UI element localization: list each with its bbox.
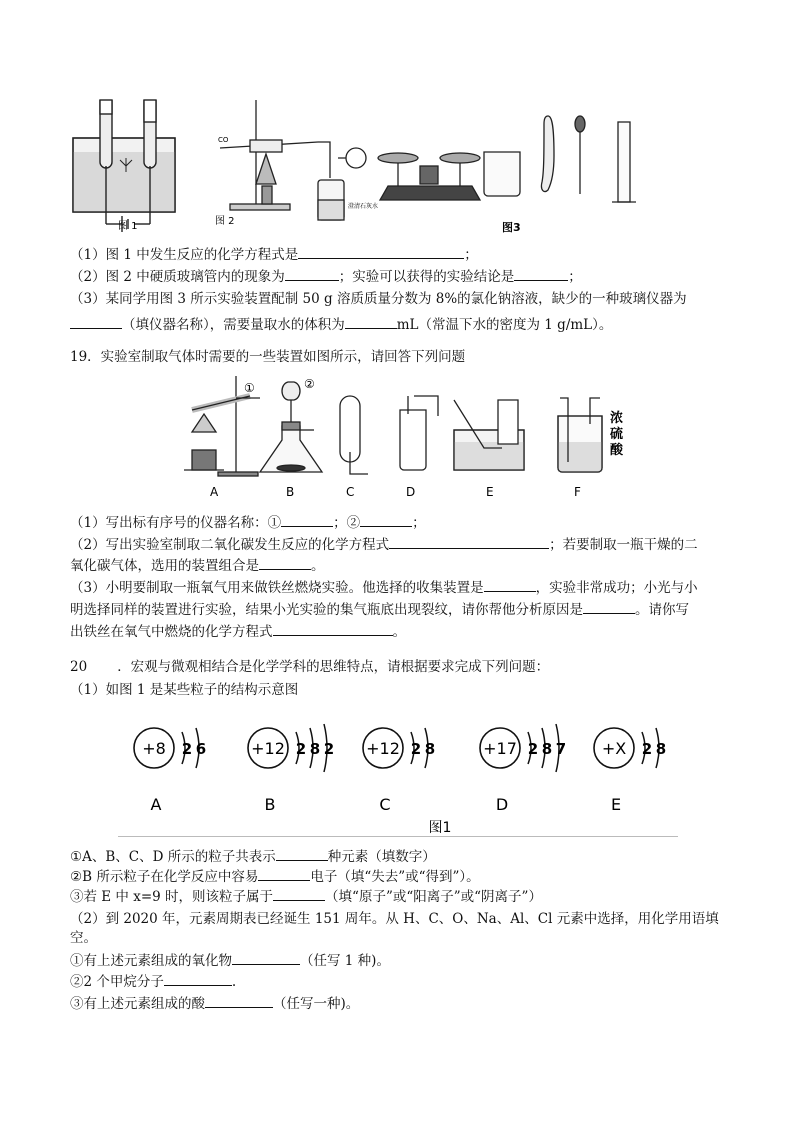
- fig2-co-reduction: [220, 100, 366, 220]
- q18-line1: （1）图 1 中发生反应的化学方程式是 ；: [70, 247, 478, 263]
- q18-figures: [70, 96, 650, 242]
- q20-answer-blank-3[interactable]: [273, 888, 325, 901]
- q20-answer-blank-4[interactable]: [232, 952, 300, 965]
- electron-count: 8: [424, 740, 436, 758]
- q20-answer-blank-1[interactable]: [276, 848, 328, 861]
- electron-count: 8: [541, 740, 553, 758]
- q18-answer-blank-2[interactable]: [285, 268, 339, 281]
- fig3-instruments: [378, 116, 636, 202]
- particle-c: [363, 728, 435, 814]
- q19-label-e: E: [486, 485, 494, 499]
- electron-count: 7: [555, 740, 567, 758]
- particle-d: [480, 724, 566, 814]
- q19-line4: （3）小明要制取一瓶氧气用来做铁丝燃烧实验。他选择的收集装置是 ，实验非常成功；小光与小: [70, 580, 698, 596]
- particle-label: E: [610, 795, 622, 814]
- q19-acid-3: 酸: [610, 443, 624, 458]
- particle-diagrams: [118, 708, 678, 836]
- particle-label: A: [150, 795, 162, 814]
- fig2-caption: 图 2: [215, 216, 235, 227]
- nucleus-charge: +12: [251, 739, 285, 758]
- q19-apparatus: [178, 372, 628, 500]
- particle-label: C: [379, 795, 391, 814]
- fig2-reagent-label: 澄清石灰水: [348, 203, 379, 210]
- particle-label: D: [495, 795, 509, 814]
- electron-count: 2: [295, 740, 307, 758]
- q18-answer-blank-5[interactable]: [345, 316, 397, 329]
- electron-count: 6: [195, 740, 207, 758]
- q19-line5: 明选择同样的装置进行实验，结果小光实验的集气瓶底出现裂纹，请你帮他分析原因是 。请你写: [70, 602, 689, 618]
- q19-line3: 氧化碳气体，选用的装置组合是 。: [70, 558, 325, 574]
- particle-e: [594, 728, 666, 814]
- q19-line1: （1）写出标有序号的仪器名称：① ；② ；: [70, 515, 426, 531]
- electron-count: 2: [641, 740, 653, 758]
- q19-answer-blank-5[interactable]: [484, 579, 536, 592]
- q20-answer-blank-6[interactable]: [205, 995, 273, 1008]
- q20-answer-blank-5[interactable]: [164, 973, 232, 986]
- electron-count: 2: [527, 740, 539, 758]
- q19-answer-blank-3[interactable]: [389, 536, 549, 549]
- q20-a1: ①A、B、C、D 所示的粒子共表示 种元素（填数字）: [70, 849, 436, 865]
- q18-line2: （2）图 2 中硬质玻璃管内的现象为 ；实验可以获得的实验结论是 ；: [70, 269, 582, 285]
- nucleus-charge: +8: [142, 739, 166, 758]
- nucleus-charge: +17: [483, 739, 517, 758]
- q20-sub1: （1）如图 1 是某些粒子的结构示意图: [70, 682, 299, 698]
- q19-label-d: D: [406, 485, 416, 499]
- q19-marker-1: ①: [244, 381, 255, 395]
- electron-count: 2: [181, 740, 193, 758]
- q19-label-b: B: [286, 485, 295, 499]
- electron-count: 2: [410, 740, 422, 758]
- fig1-electrolysis: [73, 100, 175, 232]
- q18-answer-blank-4[interactable]: [70, 316, 122, 329]
- q19-answer-blank-7[interactable]: [273, 623, 393, 636]
- particle-label: B: [264, 795, 276, 814]
- q19-answer-blank-6[interactable]: [583, 601, 635, 614]
- q20-b3: ③有上述元素组成的酸 （任写一种)。: [70, 996, 360, 1012]
- q20-number: 20: [70, 659, 88, 675]
- q19-line6: 出铁丝在氧气中燃烧的化学方程式 。: [70, 624, 406, 640]
- q19-label-a: A: [210, 485, 219, 499]
- q19-answer-blank-2[interactable]: [360, 514, 412, 527]
- q18-answer-blank-1[interactable]: [298, 246, 464, 259]
- q19-answer-blank-4[interactable]: [259, 557, 311, 570]
- q18-answer-blank-3[interactable]: [514, 268, 568, 281]
- electron-count: 8: [309, 740, 321, 758]
- q20-b1: ①有上述元素组成的氧化物 （任写 1 种)。: [70, 953, 390, 969]
- q20-a3: ③若 E 中 x=9 时，则该粒子属于 （填“原子”或“阳离子”或“阴离子”）: [70, 889, 542, 905]
- electron-count: 2: [323, 740, 335, 758]
- q19-marker-2: ②: [304, 377, 315, 391]
- q19-acid-1: 浓: [610, 411, 624, 426]
- fig1-caption: 图 1: [118, 221, 138, 232]
- q19-acid-2: 硫: [610, 427, 624, 442]
- q20-sub2-line2: 空。: [70, 930, 97, 946]
- q20-a2: ②B 所示粒子在化学反应中容易 电子（填“失去”或“得到”）。: [70, 869, 480, 885]
- particle-a: [134, 728, 206, 814]
- particle-figure: [118, 708, 678, 837]
- fig1-caption-q20: 图1: [428, 820, 452, 836]
- q19-answer-blank-1[interactable]: [281, 514, 333, 527]
- fig3-caption: 图3: [502, 221, 521, 234]
- q20-b2: ②2 个甲烷分子 .: [70, 974, 237, 990]
- nucleus-charge: +X: [601, 739, 627, 758]
- q19-title: 19．实验室制取气体时需要的一些装置如图所示，请回答下列问题: [70, 349, 466, 365]
- q20-sub2-line1: （2）到 2020 年，元素周期表已经诞生 151 周年。从 H、C、O、Na、Al、Cl 元素中选择，用化学用语填: [70, 911, 719, 927]
- q18-line3: （3）某同学用图 3 所示实验装置配制 50 g 溶质质量分数为 8%的氯化钠溶液，缺少的一种玻璃仪器为: [70, 291, 687, 307]
- q19-label-c: C: [346, 485, 355, 499]
- particle-b: [248, 724, 334, 814]
- q20-title-line: 20 ．宏观与微观相结合是化学学科的思维特点，请根据要求完成下列问题：: [70, 659, 550, 675]
- q18-line4: （填仪器名称），需要量取水的体积为 mL（常温下水的密度为 1 g/mL）。: [70, 316, 612, 334]
- q19-line2: （2）写出实验室制取二氧化碳发生反应的化学方程式 ；若要制取一瓶干燥的二: [70, 537, 698, 553]
- nucleus-charge: +12: [366, 739, 400, 758]
- electron-count: 8: [655, 740, 667, 758]
- q20-answer-blank-2[interactable]: [258, 868, 310, 881]
- fig2-co-label: CO: [218, 136, 229, 144]
- q19-label-f: F: [574, 485, 581, 499]
